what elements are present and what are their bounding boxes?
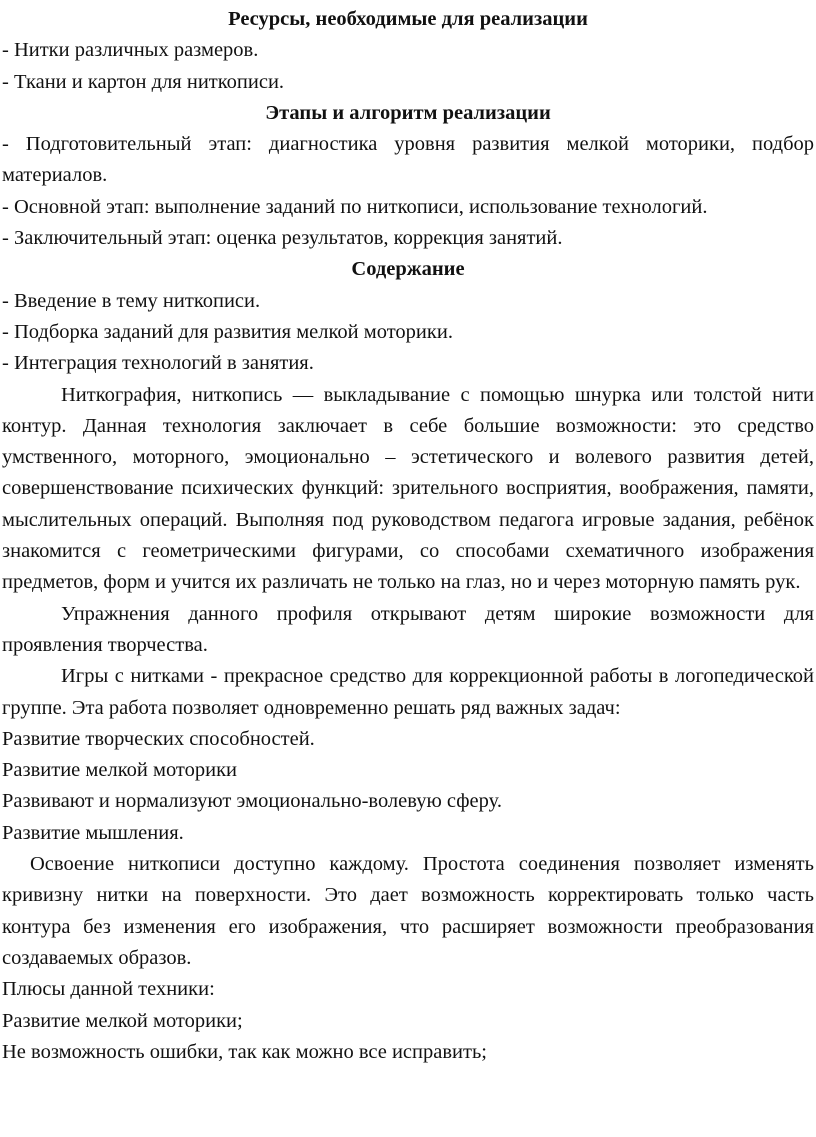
content-item: - Введение в тему ниткописи. [2, 289, 261, 312]
stages-heading: Этапы и алгоритм реализации [265, 101, 551, 124]
paragraph-nitkografiya: Ниткография, ниткопись — выкладывание с помощью шнурка или толстой нити контур. Данная технология заключает в себе большие возможности: это средство умственного, моторного, эмоционально – эстетического и волевого развития детей, совершенствование психических функций: зрительного восприятия, воображения, памяти, мыслительных операций. Выполняя под руководством педагога игровые задания, ребёнок знакомится с геометрическими фигурами, со способами схематичного изображения предметов, форм и учится их различать не только на глаз, но и через моторную память рук. [2, 383, 814, 594]
plus-heading: Плюсы данной техники: [2, 978, 215, 1001]
content-heading: Содержание [351, 258, 465, 281]
content-item: - Подборка заданий для развития мелкой моторики. [2, 320, 453, 343]
plus-item: Не возможность ошибки, так как можно все исправить; [2, 1040, 488, 1063]
task-item: Развитие творческих способностей. [2, 727, 315, 750]
content-item: - Интеграция технологий в занятия. [2, 352, 314, 375]
paragraph-mastering: Освоение ниткописи доступно каждому. Простота соединения позволяет изменять кривизну нитки на поверхности. Это дает возможность корректировать только часть контура без изменения его изображения, что расширяет возможности преобразования создаваемых образов. [2, 853, 814, 969]
task-item: Развивают и нормализуют эмоционально-волевую сферу. [2, 790, 502, 813]
stages-item: - Основной этап: выполнение заданий по ниткописи, использование технологий. [2, 195, 708, 218]
task-item: Развитие мышления. [2, 821, 184, 844]
resources-item: - Нитки различных размеров. [2, 39, 259, 62]
stages-item: - Подготовительный этап: диагностика уровня развития мелкой моторики, подбор материалов. [2, 133, 814, 187]
paragraph-exercises: Упражнения данного профиля открывают детям широкие возможности для проявления творчества. [2, 602, 814, 656]
resources-item: - Ткани и картон для ниткописи. [2, 70, 285, 93]
paragraph-thread-games: Игры с нитками - прекрасное средство для коррекционной работы в логопедической группе. Эта работа позволяет одновременно решать ряд важных задач: [2, 665, 814, 719]
plus-item: Развитие мелкой моторики; [2, 1009, 243, 1032]
resources-heading: Ресурсы, необходимые для реализации [228, 8, 588, 30]
stages-item: - Заключительный этап: оценка результатов, коррекция занятий. [2, 227, 563, 250]
task-item: Развитие мелкой моторики [2, 759, 238, 782]
